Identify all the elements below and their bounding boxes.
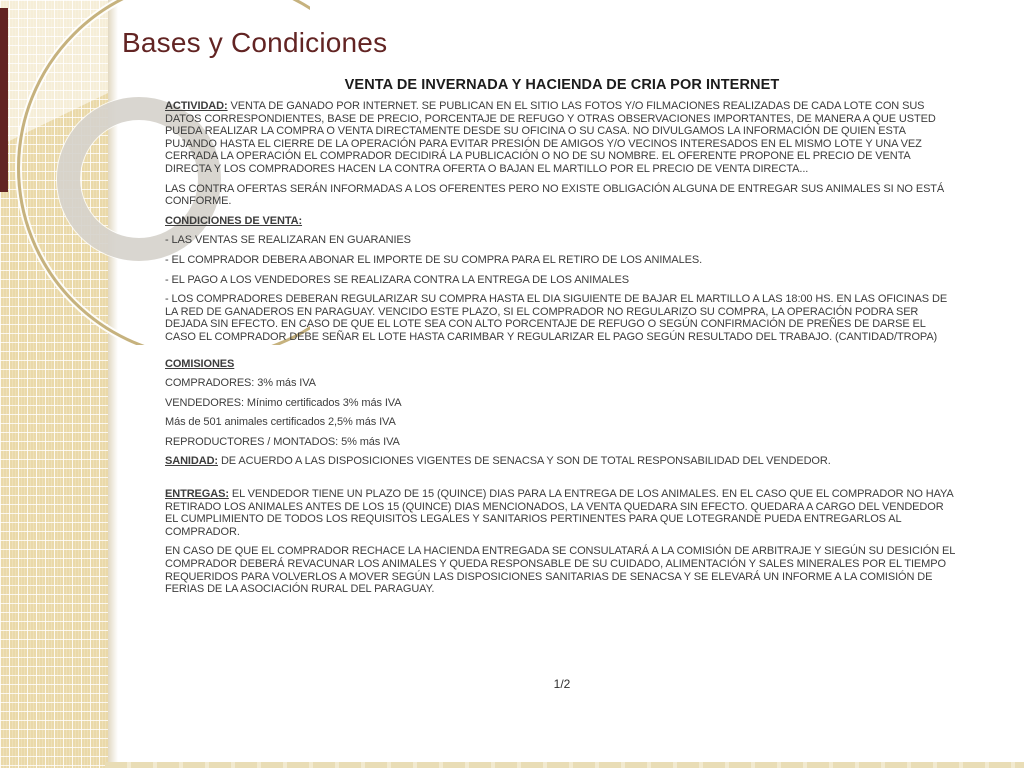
accent-stripe — [0, 8, 8, 192]
page-number: 1/2 — [553, 677, 571, 691]
paragraph — [165, 215, 959, 228]
paragraph — [165, 358, 959, 371]
paragraph: Más de 501 animales certificados 2,5% más IVA — [165, 416, 396, 429]
paragraph: VENDEDORES: Mínimo certificados 3% más IVA — [165, 396, 402, 409]
bottom-border-strip — [105, 762, 1024, 768]
section-heading: ENTREGAS: — [165, 488, 229, 501]
paragraph: EN CASO DE QUE EL COMPRADOR RECHACE LA HACIENDA ENTREGADA SE CONSULATARÁ A LA COMISIÓN DE ARBITRAJE Y SIEGÚN SU DESICIÓN EL COMPRADOR DEBERÁ REVACUNAR LOS ANIMALES Y QUEDA RESPONSABLE DE SU CUIDADO, ALIMENTACIÓN Y SALES MINERALES POR EL TIEMPO REQUERIDOS PARA VOLVERLOS A MOVER SEGÚN LAS DISPOSICIONES SANITARIAS DE SENACSA Y SE ELEVARÁ UN INFORME A LA COMISIÓN DE FERIAS DE LA ASOCIACIÓN RURAL DEL PARAGUAY. — [165, 545, 955, 596]
page-title: Bases y Condiciones — [122, 27, 388, 58]
section-heading: SANIDAD: — [165, 455, 218, 468]
paragraph: COMPRADORES: 3% más IVA — [165, 377, 316, 390]
body-text — [165, 100, 959, 603]
paragraph: - LOS COMPRADORES DEBERAN REGULARIZAR SU COMPRA HASTA EL DIA SIGUIENTE DE BAJAR EL MARTILLO A LAS 18:00 HS. EN LAS OFICINAS DE LA RED DE GANADEROS EN PARAGUAY. VENCIDO ESTE PLAZO, SI EL COMPRADOR NO REGULARIZO SU COMPRA, LA OPERACIÓN PODRA SER DEJADA SIN EFECTO. EN CASO DE QUE EL LOTE SEA CON ALTO PORCENTAJE DE REFUGO O SEGÚN CONFIRMACIÓN DE PREÑES DE DARSE EL CASO EL COMPRADOR DEBE SEÑAR EL LOTE HASTA CARIMBAR Y REGULARIZAR EL PAGO SEGÚN RESULTADO DEL TRABAJO. (CANTIDAD/TROPA) — [165, 293, 948, 343]
paragraph: - EL COMPRADOR DEBERA ABONAR EL IMPORTE DE SU COMPRA PARA EL RETIRO DE LOS ANIMALES. — [165, 253, 703, 266]
section-heading: CONDICIONES DE VENTA: — [165, 214, 303, 227]
paragraph: ACTIVIDAD: VENTA DE GANADO POR INTERNET. SE PUBLICAN EN EL SITIO LAS FOTOS Y/O FILMACIONES REALIZADAS DE CADA LOTE CON SUS DATOS CORRESPONDIENTES, BASE DE PRECIO, PORCENTAJE DE REFUGO Y OTRAS OBSERVACIONES IMPORTANTES, DE MANERA A QUE USTED PUEDA REALIZAR LA COMPRA O VENTA DIRECTAMENTE DESDE SU OFICINA O SU CASA. NO DIVULGAMOS LA INFORMACIÓN DE QUIEN ESTA PUJANDO HASTA EL CIERRE DE LA OPERACIÓN PARA EVITAR PRESIÓN DE AMIGOS Y/O VECINOS INTERESADOS EN EL MISMO LOTE Y UNA VEZ CERRADA LA OPERACIÓN EL COMPRADOR DECIDIRÁ LA PUBLICACIÓN O NO DE SU NOMBRE. EL OFERENTE PROPONE EL PRECIO DE VENTA DIRECTA Y LOS COMPRADORES HACEN LA CONTRA OFERTA O BAJAN EL MARTILLO POR EL PRECIO DE VENTA DIRECTA... — [165, 100, 936, 175]
paragraph: REPRODUCTORES / MONTADOS: 5% más IVA — [165, 435, 400, 448]
paragraph: SANIDAD: DE ACUERDO A LAS DISPOSICIONES VIGENTES DE SENACSA Y SON DE TOTAL RESPONSABILIDAD DEL VENDEDOR. — [165, 455, 831, 468]
paragraph: - EL PAGO A LOS VENDEDORES SE REALIZARA CONTRA LA ENTREGA DE LOS ANIMALES — [165, 273, 630, 286]
paragraph: ENTREGAS: EL VENDEDOR TIENE UN PLAZO DE 15 (QUINCE) DIAS PARA LA ENTREGA DE LOS ANIMALES. EN EL CASO QUE EL COMPRADOR NO HAYA RETIRADO LOS ANIMALES ANTES DE LOS 15 (QUINCE) DIAS MENCIONADOS, LA VENTA QUEDARA SIN EFECTO. QUEDARA A CARGO DEL VENDEDOR EL CUMPLIMIENTO DE TODOS LOS REQUISITOS LEGALES Y SANITARIOS PERTINENTES PARA QUE LOTEGRANDE PUEDA ENTREGARLOS AL COMPRADOR. — [165, 488, 954, 538]
section-heading: ACTIVIDAD: — [165, 100, 228, 112]
paragraph: LAS CONTRA OFERTAS SERÁN INFORMADAS A LOS OFERENTES PERO NO EXISTE OBLIGACIÓN ALGUNA DE ENTREGAR SUS ANIMALES SI NO ESTÁ CONFORME. — [165, 182, 945, 208]
sidebar-edge-shadow — [108, 0, 118, 768]
document-subtitle: VENTA DE INVERNADA Y HACIENDA DE CRIA POR INTERNET — [344, 77, 780, 93]
section-heading: COMISIONES — [165, 357, 235, 370]
paragraph: - LAS VENTAS SE REALIZARAN EN GUARANIES — [165, 234, 411, 247]
